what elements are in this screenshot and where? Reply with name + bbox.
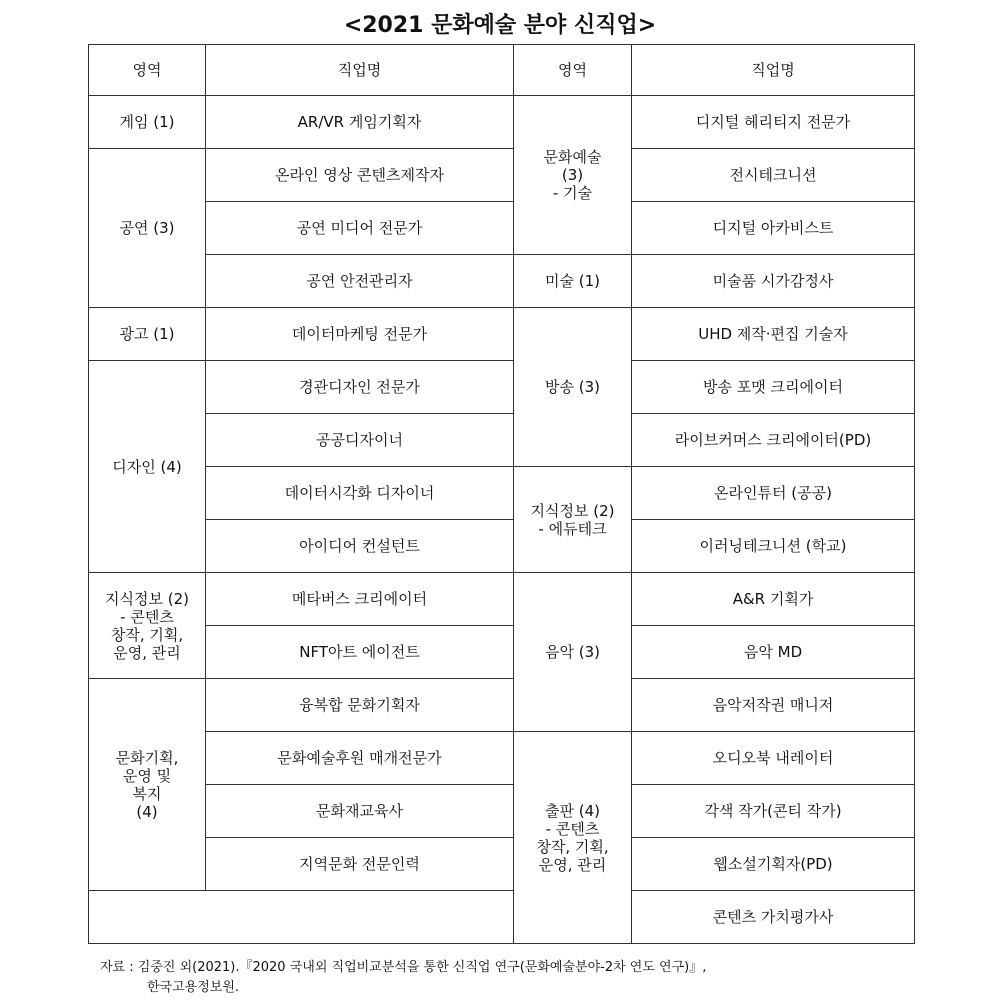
- job-cell: 라이브커머스 크리에이터(PD): [632, 414, 915, 467]
- area-cell: 게임 (1): [89, 96, 206, 149]
- job-cell: 문화예술후원 매개전문가: [206, 732, 514, 785]
- area-cell: 음악 (3): [514, 573, 632, 732]
- table-row: [89, 838, 915, 891]
- area-cell: 광고 (1): [89, 308, 206, 361]
- job-cell: 각색 작가(콘티 작가): [632, 785, 915, 838]
- job-cell: A&R 기획가: [632, 573, 915, 626]
- job-cell: 방송 포맷 크리에이터: [632, 361, 915, 414]
- job-cell: 아이디어 컨설턴트: [206, 520, 514, 573]
- job-cell: AR/VR 게임기획자: [206, 96, 514, 149]
- job-cell: 온라인 영상 콘텐츠제작자: [206, 149, 514, 202]
- job-cell: 공공디자이너: [206, 414, 514, 467]
- job-cell: 경관디자인 전문가: [206, 361, 514, 414]
- source-note: [100, 958, 706, 998]
- header-job-left: 직업명: [206, 45, 514, 96]
- job-cell: 메타버스 크리에이터: [206, 573, 514, 626]
- job-cell: 융복합 문화기획자: [206, 679, 514, 732]
- job-cell: 음악 MD: [632, 626, 915, 679]
- job-cell: 이러닝테크니션 (학교): [632, 520, 915, 573]
- table-row: [89, 520, 915, 573]
- job-cell: 데이터마케팅 전문가: [206, 308, 514, 361]
- area-cell: 디자인 (4): [89, 361, 206, 573]
- header-area-right: 영역: [514, 45, 632, 96]
- table-row: [89, 785, 915, 838]
- area-cell: 지식정보 (2) - 에듀테크: [514, 467, 632, 573]
- table-row: [89, 732, 915, 785]
- job-cell: 디지털 아카비스트: [632, 202, 915, 255]
- table-row: [89, 414, 915, 467]
- job-cell: 데이터시각화 디자이너: [206, 467, 514, 520]
- table-row: [89, 149, 915, 202]
- job-cell: 콘텐츠 가치평가사: [632, 891, 915, 944]
- new-jobs-table: [88, 44, 915, 944]
- job-cell: 웹소설기획자(PD): [632, 838, 915, 891]
- table-row: [89, 573, 915, 626]
- job-cell: 전시테크니션: [632, 149, 915, 202]
- table-row: [89, 255, 915, 308]
- table-row: [89, 202, 915, 255]
- job-cell: 온라인튜터 (공공): [632, 467, 915, 520]
- job-cell: NFT아트 에이전트: [206, 626, 514, 679]
- area-cell: 문화예술 (3) - 기술: [514, 96, 632, 255]
- job-cell: 공연 미디어 전문가: [206, 202, 514, 255]
- area-cell: 공연 (3): [89, 149, 206, 308]
- area-cell: 지식정보 (2) - 콘텐츠 창작, 기획, 운영, 관리: [89, 573, 206, 679]
- empty-cell: [89, 891, 514, 944]
- source-line-1: 자료 : 김중진 외(2021).『2020 국내외 직업비교분석을 통한 신직업 연구(문화예술분야-2차 연도 연구)』,: [100, 960, 707, 975]
- job-cell: 디지털 헤리티지 전문가: [632, 96, 915, 149]
- source-line-2: 한국고용정보원.: [147, 980, 240, 995]
- header-area-left: 영역: [89, 45, 206, 96]
- job-cell: 문화재교육사: [206, 785, 514, 838]
- header-job-right: 직업명: [632, 45, 915, 96]
- table-row: [89, 308, 915, 361]
- area-cell: 미술 (1): [514, 255, 632, 308]
- table-row: [89, 96, 915, 149]
- job-cell: 미술품 시가감정사: [632, 255, 915, 308]
- area-cell: 출판 (4) - 콘텐츠 창작, 기획, 운영, 관리: [514, 732, 632, 944]
- job-cell: 음악저작권 매니저: [632, 679, 915, 732]
- table-row: [89, 679, 915, 732]
- area-cell: 문화기획, 운영 및 복지 (4): [89, 679, 206, 891]
- job-cell: 오디오북 내레이터: [632, 732, 915, 785]
- job-cell: 공연 안전관리자: [206, 255, 514, 308]
- table-title: <2021 문화예술 분야 신직업>: [343, 13, 657, 38]
- area-cell: 방송 (3): [514, 308, 632, 467]
- job-cell: UHD 제작·편집 기술자: [632, 308, 915, 361]
- table-row: [89, 467, 915, 520]
- table-row: [89, 361, 915, 414]
- job-cell: 지역문화 전문인력: [206, 838, 514, 891]
- table-row: [89, 891, 915, 944]
- header-row: [89, 45, 915, 96]
- table-row: [89, 626, 915, 679]
